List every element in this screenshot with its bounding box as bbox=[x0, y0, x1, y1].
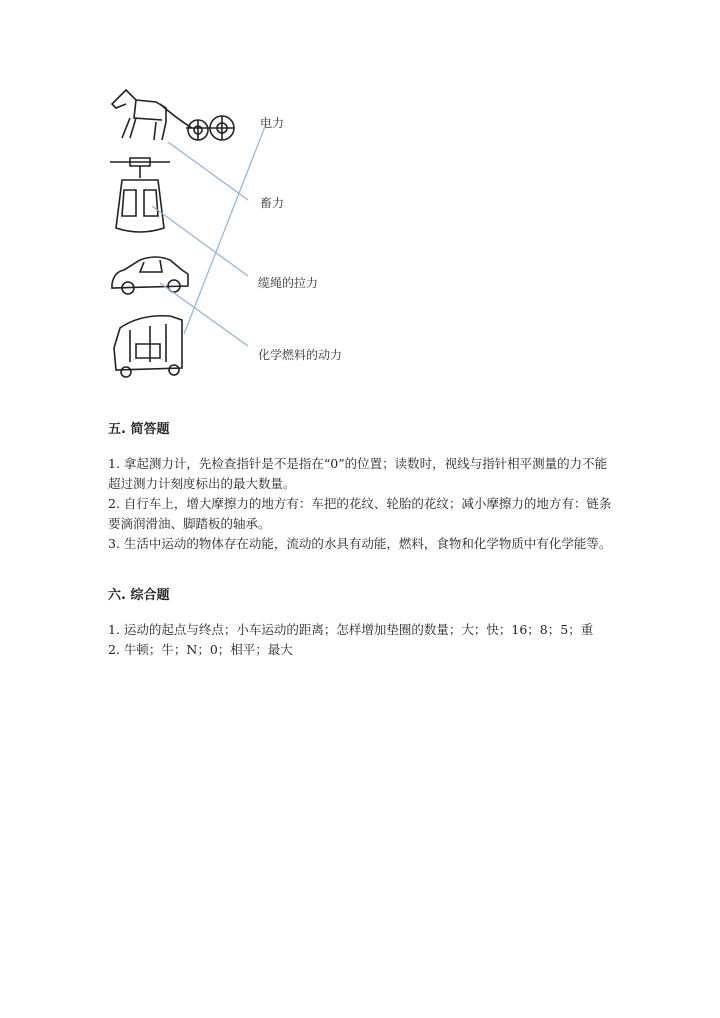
auto-rickshaw-icon bbox=[114, 316, 182, 377]
section6-item-2: 2. 牛顿；牛；N；0；相平；最大 bbox=[108, 642, 293, 657]
horse-cart-icon bbox=[112, 90, 234, 140]
matching-diagram bbox=[100, 78, 370, 388]
section6-item-1: 1. 运动的起点与终点；小车运动的距离；怎样增加垫圈的数量；大；快；16；8；5；重 bbox=[108, 622, 594, 637]
matching-figure bbox=[100, 78, 370, 388]
section5-item-1: 1. 拿起测力计，先检查指针是不是指在“0”的位置；读数时，视线与指针相平测量的力不能超过测力计刻度标出的最大数量。 bbox=[108, 456, 608, 491]
section6-answers bbox=[108, 620, 618, 660]
label-electric-power: 电力 bbox=[260, 116, 285, 130]
label-cable-tension: 缆绳的拉力 bbox=[258, 276, 319, 290]
section6-title: 六. 综合题 bbox=[108, 588, 170, 603]
section5-answers bbox=[108, 454, 618, 554]
section5-item-2: 2. 自行车上，增大摩擦力的地方有：车把的花纹、轮胎的花纹；减小摩擦力的地方有：链条要滴润滑油、脚踏板的轴承。 bbox=[108, 496, 612, 531]
section5-title: 五. 简答题 bbox=[108, 422, 170, 437]
label-chemical-fuel-power: 化学燃料的动力 bbox=[258, 348, 343, 362]
section5-item-3: 3. 生活中运动的物体存在动能，流动的水具有动能，燃料，食物和化学物质中有化学能等。 bbox=[108, 536, 612, 551]
cable-car-icon bbox=[110, 158, 170, 232]
matching-lines bbox=[152, 124, 266, 346]
label-animal-power: 畜力 bbox=[260, 196, 285, 210]
car-icon bbox=[112, 257, 188, 294]
